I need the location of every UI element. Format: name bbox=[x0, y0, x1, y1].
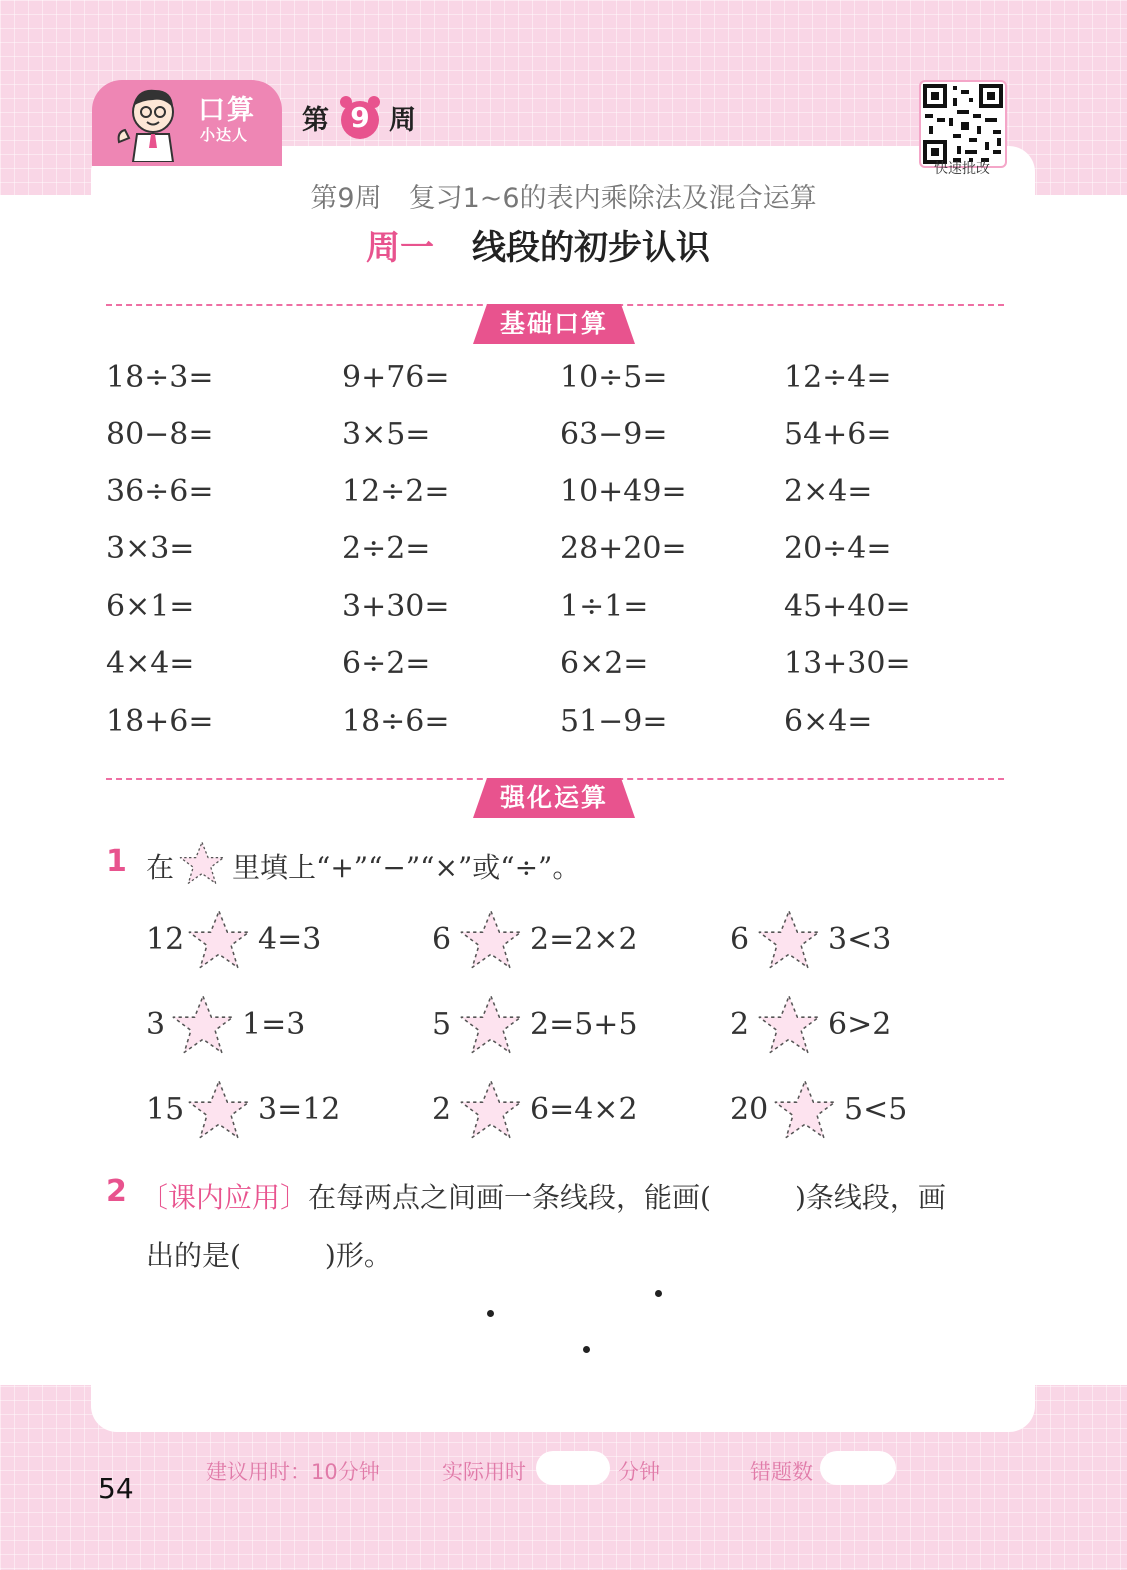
basic-problem: 10÷5= bbox=[560, 360, 668, 395]
week-prefix: 第 bbox=[302, 105, 329, 136]
fill-left: 6 bbox=[730, 922, 750, 957]
star-answer-slot[interactable] bbox=[458, 993, 524, 1059]
basic-problem: 18÷6= bbox=[342, 704, 450, 739]
suggested-time: 建议用时：10分钟 bbox=[206, 1460, 380, 1484]
star-answer-slot[interactable] bbox=[756, 908, 822, 974]
basic-problem: 2×4= bbox=[784, 474, 873, 509]
basic-problem: 18+6= bbox=[106, 704, 214, 739]
fill-left: 5 bbox=[432, 1007, 452, 1042]
mascot-icon bbox=[115, 82, 185, 162]
basic-problem: 36÷6= bbox=[106, 474, 214, 509]
fill-left: 20 bbox=[730, 1092, 769, 1127]
week-number: 9 bbox=[350, 101, 370, 134]
basic-problem: 3×3= bbox=[106, 531, 195, 566]
basic-problem: 6÷2= bbox=[342, 646, 431, 681]
star-answer-slot[interactable] bbox=[186, 1078, 252, 1144]
basic-problem: 10+49= bbox=[560, 474, 687, 509]
basic-problem: 3+30= bbox=[342, 589, 450, 624]
basic-problem: 18÷3= bbox=[106, 360, 214, 395]
minutes-unit: 分钟 bbox=[618, 1460, 660, 1484]
badge-subtitle: 小达人 bbox=[200, 126, 249, 144]
basic-problem: 54+6= bbox=[784, 417, 892, 452]
basic-problem: 28+20= bbox=[560, 531, 687, 566]
fill-right: 1=3 bbox=[242, 1007, 306, 1042]
fill-right: 3<3 bbox=[828, 922, 892, 957]
basic-problem: 2÷2= bbox=[342, 531, 431, 566]
basic-problem: 6×4= bbox=[784, 704, 873, 739]
fill-right: 6>2 bbox=[828, 1007, 892, 1042]
question-2-line-2: 出的是( )形。 bbox=[146, 1239, 392, 1272]
basic-problem: 80−8= bbox=[106, 417, 214, 452]
fill-left: 15 bbox=[146, 1092, 185, 1127]
fill-left: 6 bbox=[432, 922, 452, 957]
section-label-basic: 基础口算 bbox=[499, 309, 608, 338]
question-prompt-before: 在 bbox=[146, 851, 175, 884]
error-count-label: 错题数 bbox=[750, 1460, 813, 1484]
qr-code[interactable] bbox=[919, 80, 1007, 168]
star-answer-slot[interactable] bbox=[458, 1078, 524, 1144]
fill-left: 3 bbox=[146, 1007, 166, 1042]
fill-left: 12 bbox=[146, 922, 185, 957]
question-2-text: 在每两点之间画一条线段，能画( )条线段，画 bbox=[308, 1181, 946, 1214]
point-dot bbox=[583, 1346, 590, 1353]
question-number: 2 bbox=[106, 1174, 127, 1209]
actual-time-label: 实际用时 bbox=[442, 1460, 526, 1484]
fill-right: 5<5 bbox=[844, 1092, 908, 1127]
star-answer-slot[interactable] bbox=[772, 1078, 838, 1144]
basic-problem: 6×1= bbox=[106, 589, 195, 624]
unit-title: 第9周 复习1~6的表内乘除法及混合运算 bbox=[310, 183, 817, 214]
point-dot bbox=[487, 1310, 494, 1317]
basic-problem: 13+30= bbox=[784, 646, 911, 681]
week-number-badge bbox=[338, 95, 382, 141]
lesson-title bbox=[366, 220, 710, 269]
basic-problem: 12÷4= bbox=[784, 360, 892, 395]
basic-problem: 51−9= bbox=[560, 704, 668, 739]
question-number: 1 bbox=[106, 844, 127, 879]
star-answer-slot[interactable] bbox=[458, 908, 524, 974]
star-answer-slot[interactable] bbox=[186, 908, 252, 974]
basic-problem: 3×5= bbox=[342, 417, 431, 452]
qr-label: 快速批改 bbox=[934, 161, 990, 177]
week-suffix: 周 bbox=[389, 105, 416, 136]
section-tab-advanced bbox=[473, 778, 635, 818]
fill-left: 2 bbox=[432, 1092, 452, 1127]
point-dot bbox=[655, 1290, 662, 1297]
fill-right: 2=2×2 bbox=[530, 922, 638, 957]
basic-problem: 20÷4= bbox=[784, 531, 892, 566]
fill-right: 6=4×2 bbox=[530, 1092, 638, 1127]
basic-problem: 45+40= bbox=[784, 589, 911, 624]
star-icon bbox=[178, 840, 226, 888]
actual-time-input[interactable] bbox=[536, 1451, 610, 1485]
basic-problem: 1÷1= bbox=[560, 589, 649, 624]
basic-problem: 6×2= bbox=[560, 646, 649, 681]
question-prompt-after: 里填上“+”“−”“×”或“÷”。 bbox=[232, 851, 581, 884]
fill-left: 2 bbox=[730, 1007, 750, 1042]
question-tag: 〔课内应用〕 bbox=[140, 1181, 309, 1214]
basic-problem: 4×4= bbox=[106, 646, 195, 681]
basic-problem: 9+76= bbox=[342, 360, 450, 395]
qr-code-icon bbox=[921, 82, 1005, 166]
star-answer-slot[interactable] bbox=[756, 993, 822, 1059]
fill-right: 3=12 bbox=[258, 1092, 341, 1127]
error-count-input[interactable] bbox=[820, 1451, 896, 1485]
lesson-name: 线段的初步认识 bbox=[472, 228, 710, 268]
basic-problem: 12÷2= bbox=[342, 474, 450, 509]
star-answer-slot[interactable] bbox=[170, 993, 236, 1059]
basic-problem: 63−9= bbox=[560, 417, 668, 452]
lesson-day: 周一 bbox=[366, 228, 434, 268]
question-2-line-1 bbox=[140, 1176, 946, 1216]
badge-title: 口算 bbox=[198, 95, 256, 126]
fill-right: 2=5+5 bbox=[530, 1007, 638, 1042]
fill-right: 4=3 bbox=[258, 922, 322, 957]
section-tab-basic bbox=[473, 304, 635, 344]
page-number: 54 bbox=[98, 1472, 134, 1505]
section-label-advanced: 强化运算 bbox=[499, 783, 608, 812]
